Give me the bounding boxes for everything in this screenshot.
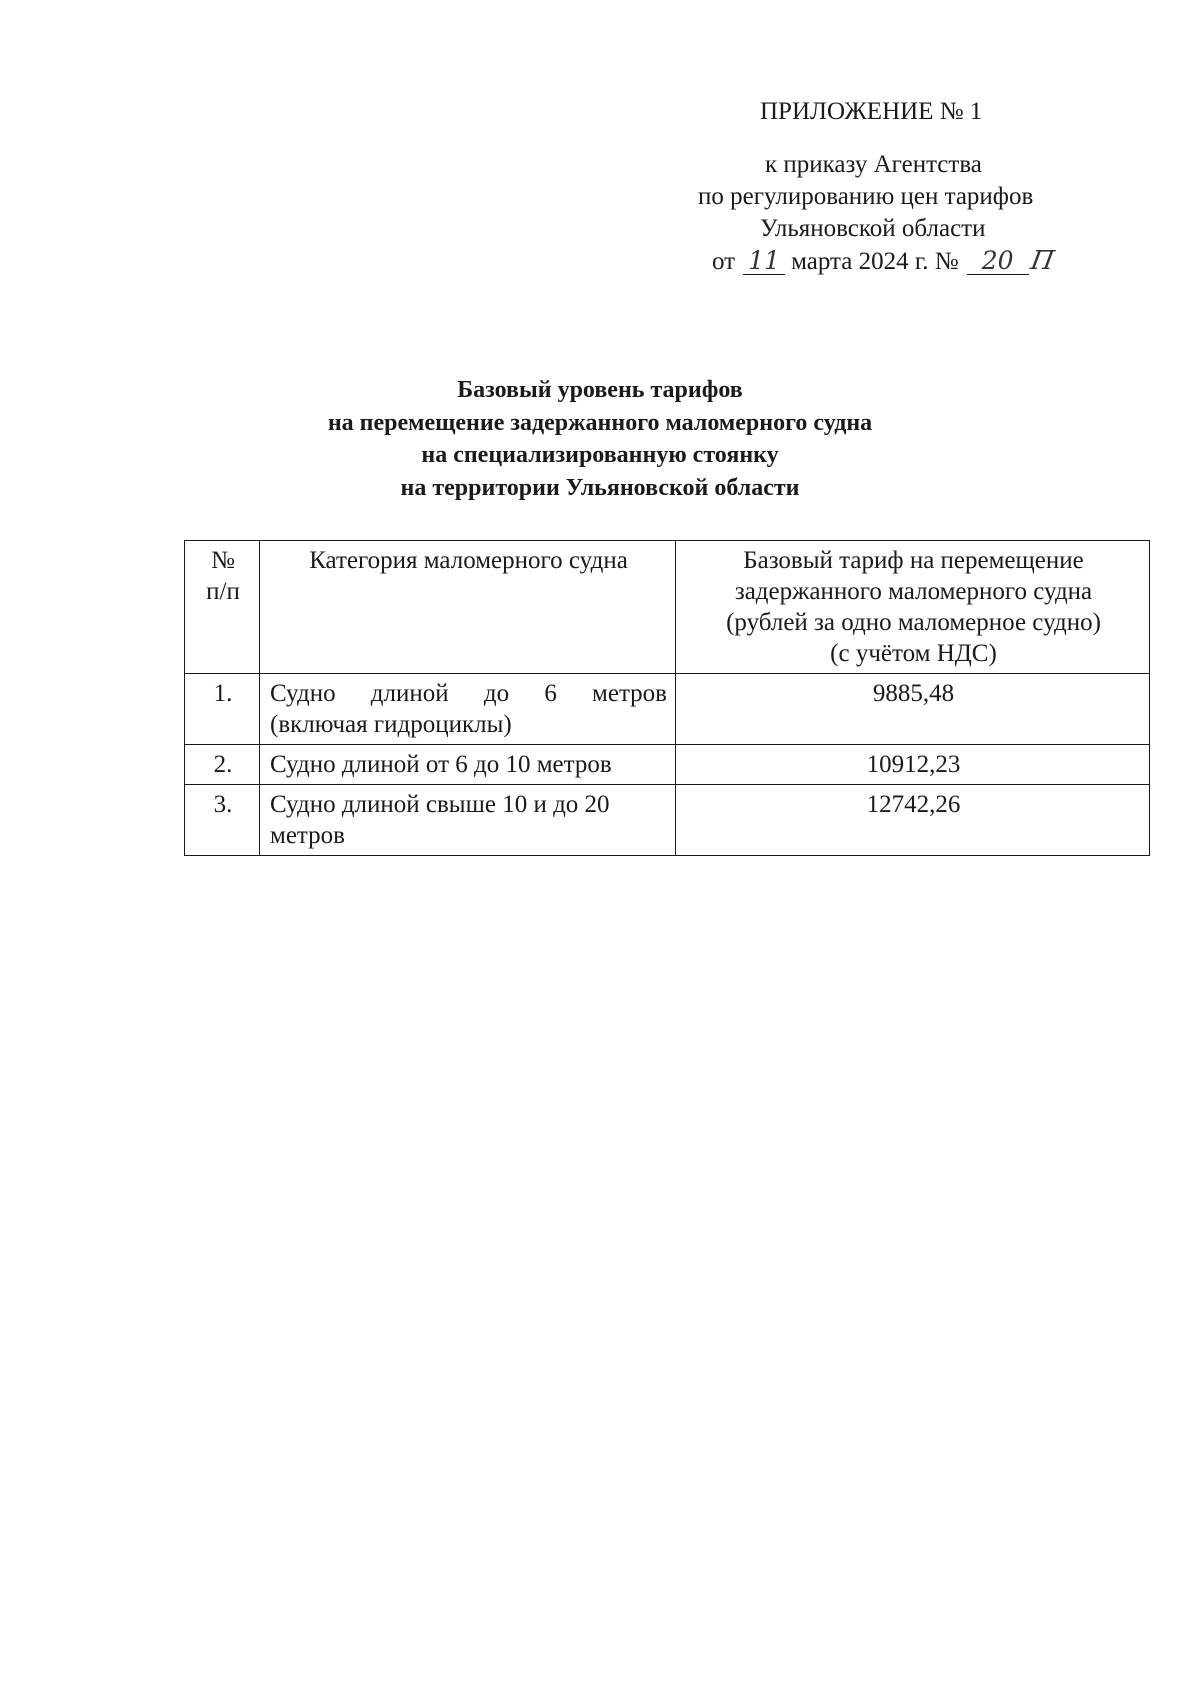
category-word: Судно: [270, 680, 336, 707]
header-number: [185, 541, 260, 674]
table-row: [185, 745, 1150, 785]
date-prefix: от: [712, 248, 736, 275]
header-category: Категория маломерного судна: [260, 541, 676, 674]
category-word: 6: [544, 680, 557, 707]
date-day-field: 11: [743, 248, 785, 275]
appendix-region-line: Ульяновской области: [760, 215, 986, 242]
row-tariff: 10912,23: [676, 745, 1150, 785]
header-number-abbr: п/п: [206, 578, 240, 605]
header-tariff: [676, 541, 1150, 674]
title-line-1: Базовый уровень тарифов: [457, 377, 743, 403]
category-word: длиной: [370, 680, 449, 707]
row-number: 3.: [185, 785, 260, 856]
tariff-table: [184, 540, 1150, 856]
row-number: 1.: [185, 674, 260, 745]
header-tariff-line-2: задержанного маломерного судна: [734, 578, 1093, 605]
order-suffix-handwritten: П: [1027, 246, 1056, 276]
appendix-date-row: [712, 246, 1056, 276]
header-tariff-line-4: (с учётом НДС): [830, 640, 997, 667]
appendix-order-reference: к приказу Агентства: [765, 151, 982, 178]
table-header-row: [185, 541, 1150, 674]
row-number: 2.: [185, 745, 260, 785]
header-number-symbol: №: [211, 547, 235, 574]
row-category-line-1: [270, 678, 667, 709]
title-line-2: на перемещение задержанного маломерного судна: [327, 409, 873, 436]
row-category-line-2: метров: [270, 822, 345, 849]
date-middle: марта 2024 г. №: [791, 248, 959, 275]
category-word: до: [483, 680, 510, 707]
row-category-line-2: (включая гидроциклы): [270, 711, 512, 738]
row-category-line-1: Судно длиной свыше 10 и до 20: [270, 791, 610, 818]
header-tariff-line-3: (рублей за одно маломерное судно): [726, 609, 1101, 636]
order-number-field: 20: [967, 248, 1029, 275]
title-line-4: на территории Ульяновской области: [400, 474, 800, 501]
row-category: [260, 674, 676, 745]
table-row: [185, 785, 1150, 856]
title-line-3: на специализированную стоянку: [421, 442, 779, 468]
row-tariff: 9885,48: [676, 674, 1150, 745]
category-word: метров: [592, 680, 667, 707]
header-tariff-line-1: Базовый тариф на перемещение: [743, 547, 1084, 574]
appendix-agency-line: по регулированию цен тарифов: [698, 183, 1034, 210]
row-tariff: 12742,26: [676, 785, 1150, 856]
document-title: [0, 374, 1200, 504]
row-category: Судно длиной от 6 до 10 метров: [260, 745, 676, 785]
row-category: [260, 785, 676, 856]
appendix-title: ПРИЛОЖЕНИЕ № 1: [760, 98, 983, 125]
table-row: [185, 674, 1150, 745]
